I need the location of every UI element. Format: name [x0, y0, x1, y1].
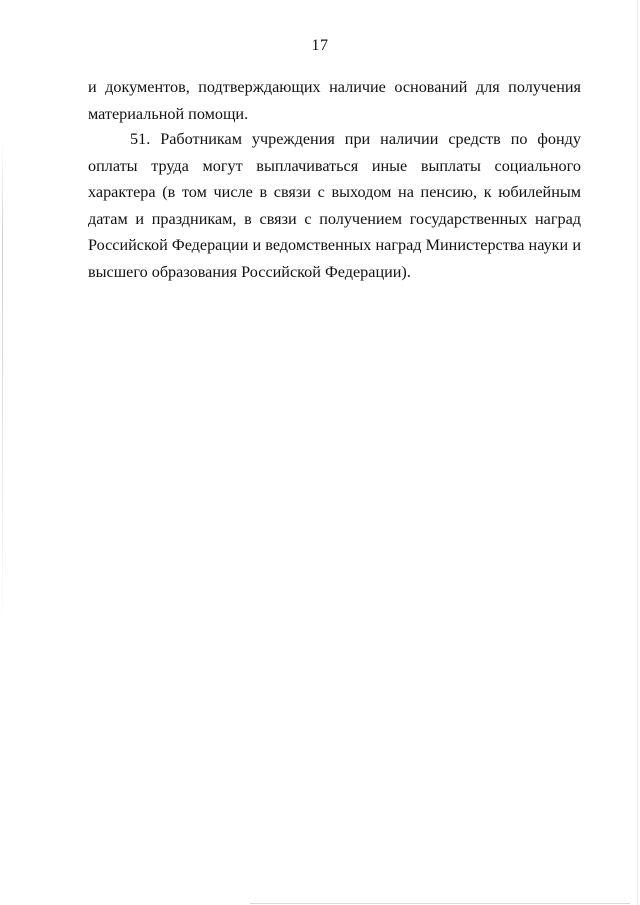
scan-edge-mark — [2, 140, 3, 640]
paragraph-51 — [88, 126, 581, 285]
scan-edge-mark — [250, 903, 630, 904]
paragraph-text: 51. Работникам учреждения при наличии средств по фонду оплаты труда могут выплачиваться иные выплаты социального характера (в том числе в связи с выходом на пенсию, к юбилейным датам и праздникам, в связи с получением государственных наград Российской Федерации и ведомственных наград Министерства науки и высшего образования Российской Федерации). — [88, 130, 581, 281]
scan-edge-mark — [637, 0, 638, 905]
page-number: 17 — [311, 37, 329, 54]
paragraph-continuation — [88, 74, 581, 127]
paragraph-text: и документов, подтверждающих наличие оснований для получения материальной помощи. — [88, 78, 581, 123]
